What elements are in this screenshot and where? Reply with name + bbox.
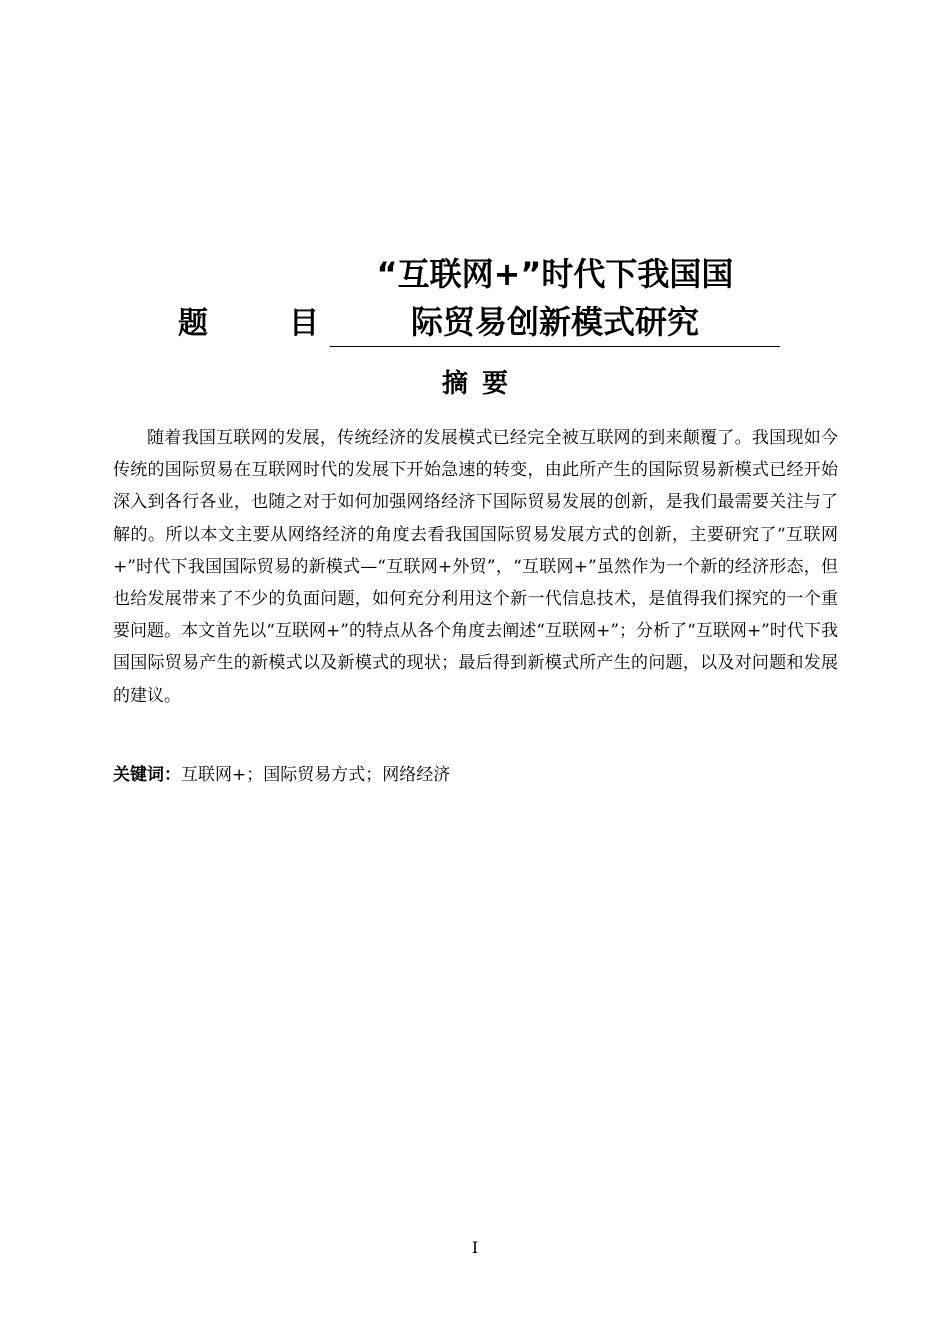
keywords-label: 关键词：: [113, 765, 181, 785]
title-underline: [330, 346, 780, 347]
thesis-title-line-2: 际贸易创新模式研究: [410, 303, 699, 341]
abstract-body: 随着我国互联网的发展，传统经济的发展模式已经完全被互联网的到来颠覆了。我国现如今传统的国际贸易在互联网时代的发展下开始急速的转变，由此所产生的国际贸易新模式已经开始深入到各行各业，也随之对于如何加强网络经济下国际贸易发展的创新，是我们最需要关注与了解的。所以本文主要从网络经济的角度去看我国国际贸易发展方式的创新，主要研究了“互联网+”时代下我国国际贸易的新模式—“互联网+外贸”，“互联网+”虽然作为一个新的经济形态，但也给发展带来了不少的负面问题，如何充分利用这个新一代信息技术，是值得我们探究的一个重要问题。本文首先以“互联网+”的特点从各个角度去阐述“互联网+”；分析了“互联网+”时代下我国国际贸易产生的新模式以及新模式的现状；最后得到新模式所产生的问题，以及对问题和发展的建议。: [113, 428, 838, 706]
thesis-title: [330, 250, 780, 346]
page-number: I: [471, 1238, 479, 1257]
keywords-line: [113, 760, 838, 790]
title-block: [0, 250, 950, 350]
thesis-title-line-1: “互联网+”时代下我国国: [376, 255, 734, 293]
keywords-text: 互联网+；国际贸易方式；网络经济: [181, 765, 451, 785]
abstract-heading: 摘要: [441, 369, 522, 399]
title-label-char-1: 题: [178, 306, 208, 341]
title-label-char-2: 目: [289, 306, 319, 341]
